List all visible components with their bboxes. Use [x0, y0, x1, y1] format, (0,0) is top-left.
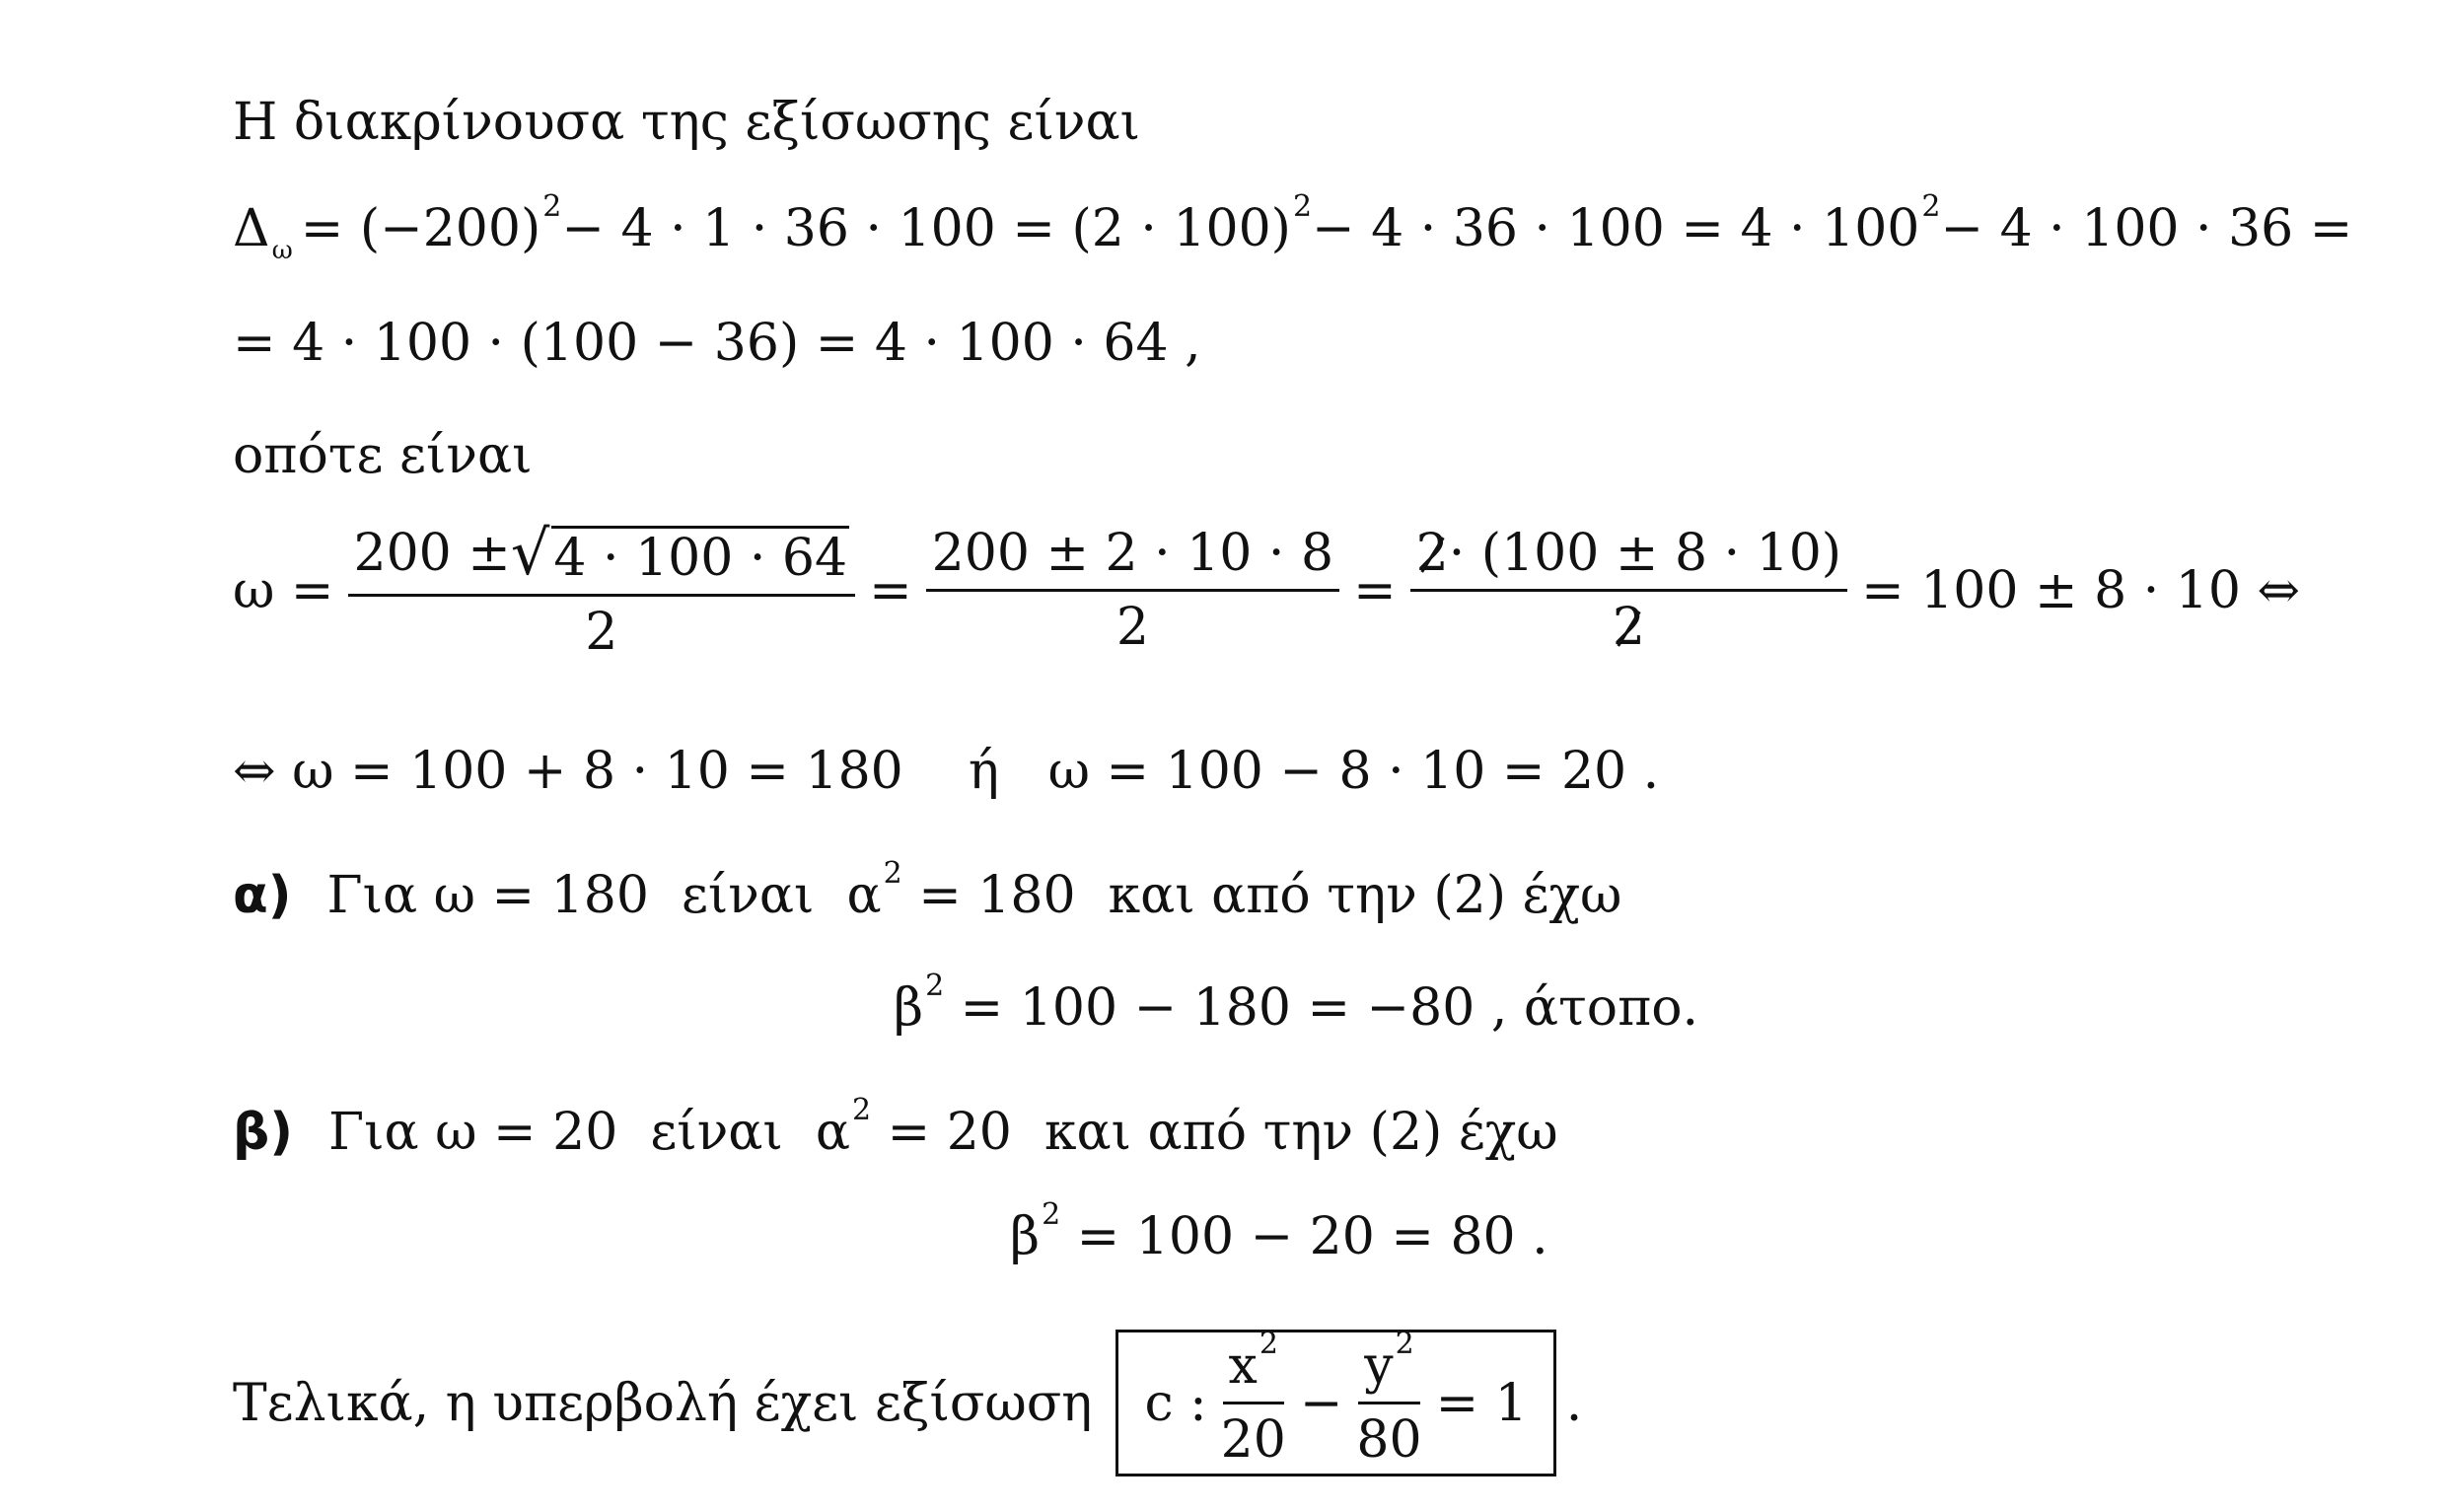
- intro-text: Η διακρίνουσα της εξίσωσης είναι: [233, 93, 1141, 152]
- solutions-line: ⇔ ω = 100 + 8 · 10 = 180 ή ω = 100 − 8 · 10 = 20 .: [233, 742, 1660, 801]
- cancelled-two-den: 2: [1612, 598, 1645, 657]
- delta-symbol: Δ: [233, 199, 270, 258]
- hyperbola-equation-box: c : x 2 20 − y 2 80 = 1: [1115, 1330, 1555, 1476]
- omega-formula: ω = 200 ± √ 4 · 100 · 64 2 = $\frac{200 \pm 2 \cdot 10 \cdot 8}{2}$ = 2 · (100 ± 8 · 10) 2 = 100 ± 8 · 10 ⇔: [233, 517, 2301, 662]
- case-b-label: β): [233, 1103, 293, 1162]
- fraction-3: 2 · (100 ± 8 · 10) 2: [1410, 528, 1847, 653]
- delta-subscript: ω: [271, 236, 293, 265]
- fraction-1: 200 ± √ 4 · 100 · 64 2: [348, 523, 856, 658]
- case-b-line: β) Για ω = 20 είναι α 2 = 20 και από την (2) έχω: [233, 1093, 1558, 1162]
- case-b-result: β 2 = 100 − 20 = 80 .: [1010, 1197, 1548, 1266]
- discriminant-line-2: = 4 · 100 · (100 − 36) = 4 · 100 · 64 ,: [233, 314, 1201, 373]
- final-line: Τελικά, η υπερβολή έχει εξίσωση c : x 2 20 − y 2 80 = 1 .: [233, 1330, 1582, 1476]
- fraction-2: $\frac{200 \pm 2 \cdot 10 \cdot 8}{2}$: [926, 528, 1339, 653]
- case-a-result: β 2 = 100 − 180 = −80 , άτοπο.: [894, 969, 1699, 1038]
- discriminant-line-1: Δ ω = (−200) 2 − 4 · 1 · 36 · 100 = (2 · 100) 2 − 4 · 36 · 100 = 4 · 100 2 − 4 · 100 · 36 =: [233, 189, 2353, 265]
- hence-text: οπότε είναι: [233, 426, 533, 485]
- cancelled-two-num: 2: [1415, 524, 1449, 583]
- sqrt: √ 4 · 100 · 64: [510, 517, 848, 589]
- case-a-label: α): [233, 866, 292, 925]
- case-a-line: α) Για ω = 180 είναι α 2 = 180 και από την (2) έχω: [233, 856, 1622, 925]
